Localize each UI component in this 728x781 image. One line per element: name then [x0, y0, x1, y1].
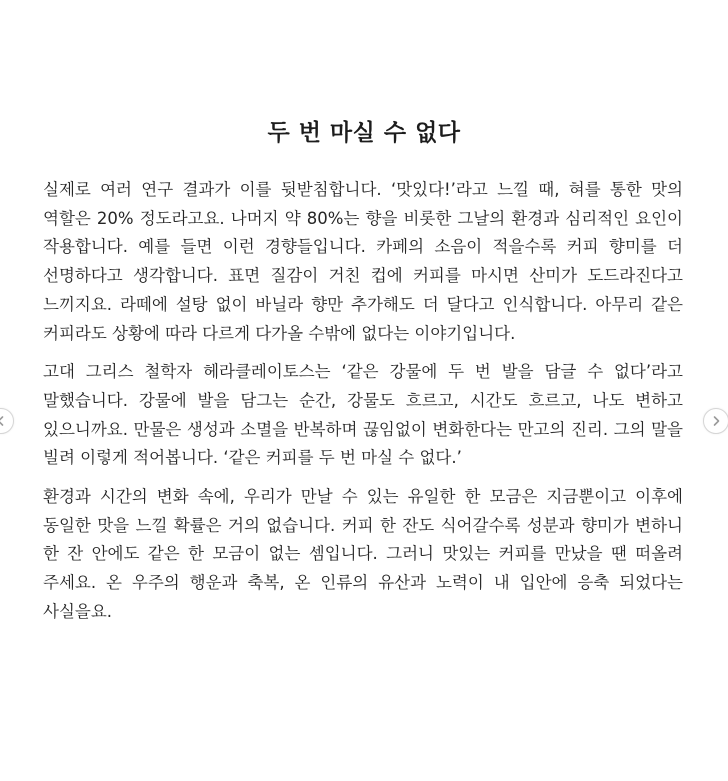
paragraph-1: 실제로 여러 연구 결과가 이를 뒷받침합니다. ‘맛있다!’라고 느낄 때, 혀를 통한 맛의 역할은 20% 정도라고요. 나머지 약 80%는 향을 비롯한 그날의 환경과 심리적인 요인이 작용합니다. 예를 들면 이런 경향들입니다. 카페의 소음이 적을수록 커피 향미를 더 선명하다고 생각합니다. 표면 질감이 거친 컵에 커피를 마시면 산미가 도드라진다고 느끼지요. 라떼에 설탕 없이 바닐라 향만 추가해도 더 달다고 인식합니다. 아무리 같은 커피라도 상황에 따라 다르게 다가올 수밖에 없다는 이야기입니다. — [43, 180, 683, 343]
chevron-right-icon — [710, 415, 722, 427]
next-slide-button[interactable] — [703, 408, 728, 434]
chevron-left-icon — [0, 415, 7, 427]
paragraph-2: 고대 그리스 철학자 헤라클레이토스는 ‘같은 강물에 두 번 발을 담글 수 없다’라고 말했습니다. 강물에 발을 담그는 순간, 강물도 흐르고, 시간도 흐르고, 나도 변하고 있으니까요. 만물은 생성과 소멸을 반복하며 끊임없이 변화한다는 만고의 진리. 그의 말을 빌려 이렇게 적어봅니다. ‘같은 커피를 두 번 마실 수 없다.’ — [43, 362, 683, 468]
document-title: 두 번 마실 수 없다 — [267, 120, 461, 146]
document-body — [43, 176, 683, 637]
previous-slide-button[interactable] — [0, 408, 14, 434]
paragraph-3: 환경과 시간의 변화 속에, 우리가 만날 수 있는 유일한 한 모금은 지금뿐이고 이후에 동일한 맛을 느낄 확률은 거의 없습니다. 커피 한 잔도 식어갈수록 성분과 향미가 변하니 한 잔 안에도 같은 한 모금이 없는 셈입니다. 그러니 맛있는 커피를 만났을 땐 떠올려 주세요. 온 우주의 행운과 축복, 온 인류의 유산과 노력이 내 입안에 응축 되었다는 사실을요. — [43, 487, 683, 621]
